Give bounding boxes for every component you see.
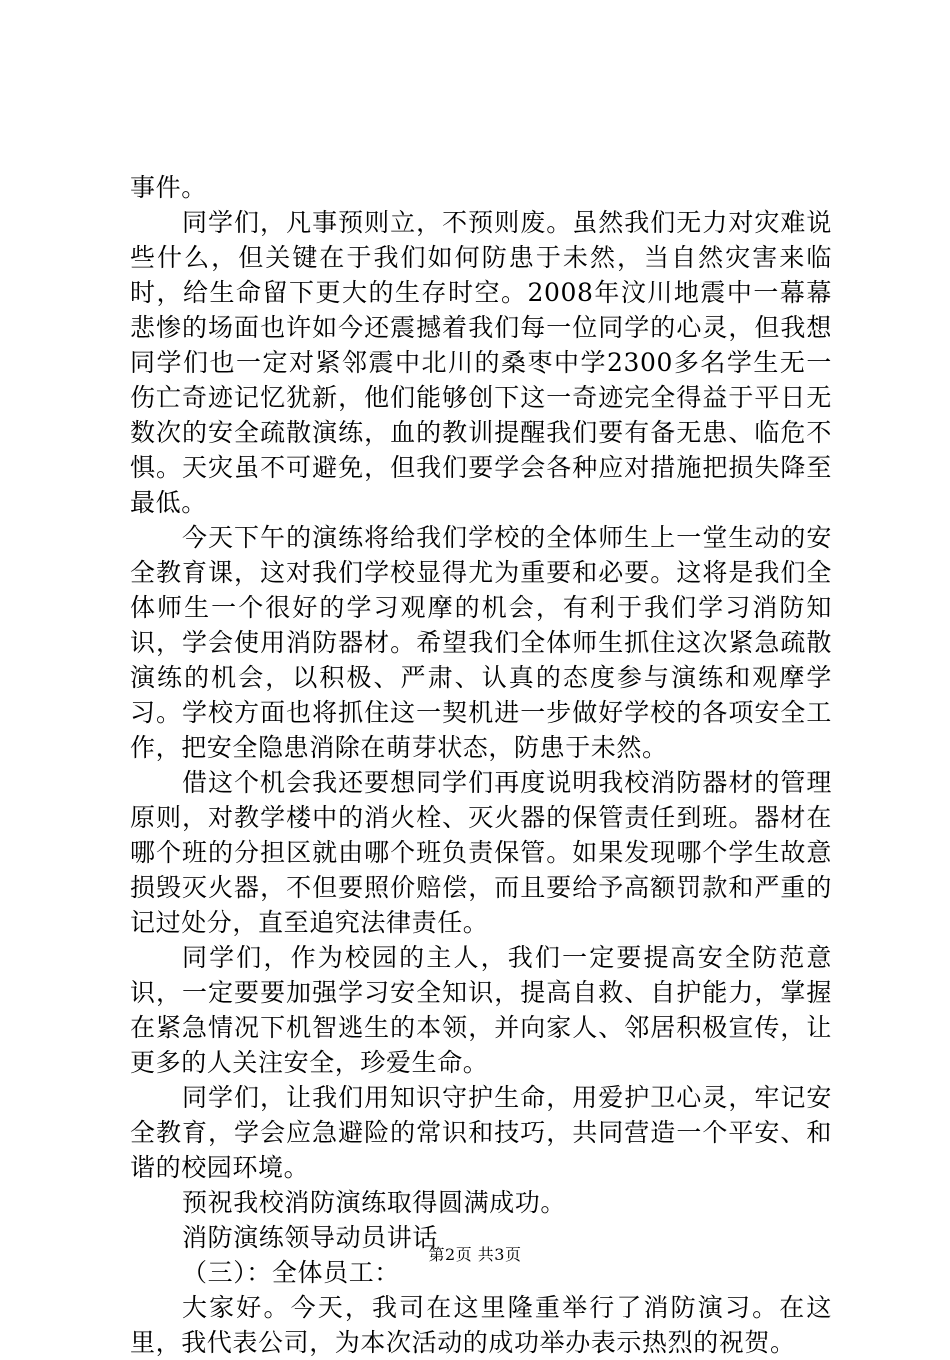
page-footer: 第2页 共3页 xyxy=(428,1245,522,1264)
paragraph-10: 大家好。今天，我司在这里隆重举行了消防演习。在这里，我代表公司，为本次活动的成功举办表示热烈的祝贺。 xyxy=(130,1293,832,1357)
paragraph-6: 同学们，让我们用知识守护生命，用爱护卫心灵，牢记安全教育，学会应急避险的常识和技巧，共同营造一个平安、和谐的校园环境。 xyxy=(130,1083,832,1182)
paragraph-2: 同学们，凡事预则立，不预则废。虽然我们无力对灾难说些什么，但关键在于我们如何防患于未然，当自然灾害来临时，给生命留下更大的生存时空。2008年汶川地震中一幕幕悲惨的场面也许如今还震撼着我们每一位同学的心灵，但我想同学们也一定对紧邻震中北川的桑枣中学2300多名学生无一伤亡奇迹记忆犹新，他们能够创下这一奇迹完全得益于平日无数次的安全疏散演练，血的教训提醒我们要有备无患、临危不惧。天灾虽不可避免，但我们要学会各种应对措施把损失降至最低。 xyxy=(130,208,832,517)
paragraph-4: 借这个机会我还要想同学们再度说明我校消防器材的管理原则，对教学楼中的消火栓、灭火器的保管责任到班。器材在哪个班的分担区就由哪个班负责保管。如果发现哪个学生故意损毁灭火器，不但要照价赔偿，而且要给予高额罚款和严重的记过处分，直至追究法律责任。 xyxy=(130,768,832,937)
paragraph-5: 同学们，作为校园的主人，我们一定要提高安全防范意识，一定要要加强学习安全知识，提高自救、自护能力，掌握在紧急情况下机智逃生的本领，并向家人、邻居积极宣传，让更多的人关注安全，珍爱生命。 xyxy=(130,943,832,1077)
paragraph-3: 今天下午的演练将给我们学校的全体师生上一堂生动的安全教育课，这对我们学校显得尤为重要和必要。这将是我们全体师生一个很好的学习观摩的机会，有利于我们学习消防知识，学会使用消防器材。希望我们全体师生抓住这次紧急疏散演练的机会，以积极、严肃、认真的态度参与演练和观摩学习。学校方面也将抓住这一契机进一步做好学校的各项安全工作，把安全隐患消除在萌芽状态，防患于未然。 xyxy=(130,523,832,762)
section-heading: 消防演练领导动员讲话 xyxy=(182,1223,439,1252)
paragraph-1: 事件。 xyxy=(130,173,207,202)
document-body xyxy=(130,170,832,1360)
salutation: （三）：全体员工： xyxy=(182,1258,400,1287)
paragraph-7: 预祝我校消防演练取得圆满成功。 xyxy=(182,1188,567,1217)
